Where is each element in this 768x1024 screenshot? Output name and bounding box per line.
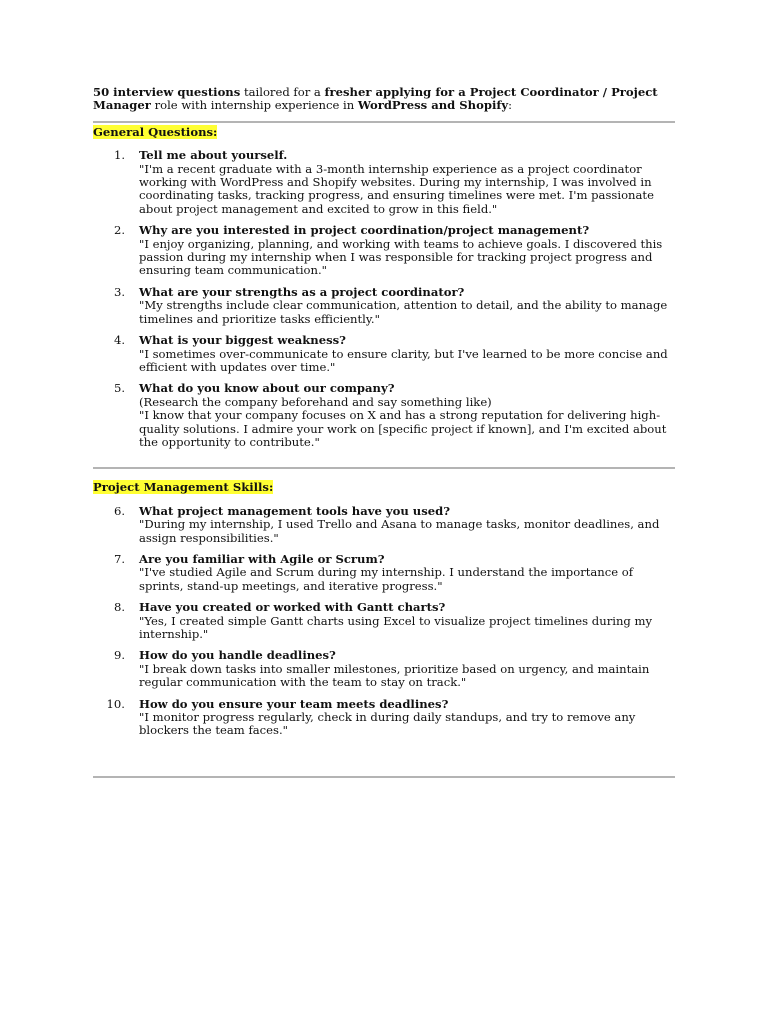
answer-text: "I've studied Agile and Scrum during my internship. I understand the importance of sprints, stand-up meetings, and iterative progress." (139, 565, 634, 593)
question-list (93, 149, 675, 449)
answer-text: "I sometimes over-communicate to ensure clarity, but I've learned to be more concise and efficient with updates over time." (139, 346, 668, 374)
question-number: 6. (113, 503, 125, 518)
question-text: How do you handle deadlines? (139, 648, 336, 663)
question-number: 7. (113, 551, 125, 566)
question-text: Are you familiar with Agile or Scrum? (139, 551, 385, 566)
section-title-highlight: General Questions: (93, 124, 218, 139)
section-title-highlight: Project Management Skills: (93, 480, 274, 495)
question-list (93, 505, 675, 738)
answer-text: "I'm a recent graduate with a 3-month internship experience as a project coordinator working with WordPress and Shopify websites. During my internship, I was involved in coordinating tasks, tracking progress, and ensuring timelines were met. I'm passionate about project management and excited to grow in this field." (139, 161, 654, 216)
question-item (93, 149, 675, 216)
answer-text: "I break down tasks into smaller milestones, prioritize based on urgency, and maintain regular communication with the team to stay on track." (139, 661, 650, 690)
divider-rule (93, 776, 675, 778)
question-text: What are your strengths as a project coordinator? (139, 284, 465, 299)
question-text: Tell me about yourself. (139, 148, 288, 163)
intro-bold-1: 50 interview questions (93, 85, 241, 99)
question-item (93, 286, 675, 326)
section-title (93, 126, 675, 139)
answer-text: "I know that your company focuses on X and has a strong reputation for delivering high-quality solutions. I admire your work on [specific project if known], and I'm excited about the opportunity to contribute." (139, 408, 667, 449)
question-number: 10. (106, 696, 125, 711)
question-number: 1. (113, 148, 125, 163)
divider-rule (93, 467, 675, 469)
question-number: 8. (113, 600, 125, 615)
answer-note: (Research the company beforehand and say something like) (139, 394, 492, 409)
question-item (93, 649, 675, 689)
question-text: How do you ensure your team meets deadlines? (139, 696, 449, 711)
intro-text-2: tailored for a (240, 85, 325, 99)
question-text: What project management tools have you used? (139, 503, 451, 518)
section-title (93, 481, 675, 494)
question-item (93, 382, 675, 449)
intro-text-4: role with internship experience in (150, 98, 358, 113)
question-item (93, 224, 675, 278)
document-page (93, 86, 675, 778)
divider-rule (93, 121, 675, 123)
intro-bold-5: WordPress and Shopify (357, 98, 509, 113)
question-item (93, 601, 675, 641)
section-general (93, 126, 675, 450)
answer-text: "I enjoy organizing, planning, and working with teams to achieve goals. I discovered this passion during my internship when I was responsible for tracking project progress and ensuring team communication." (139, 236, 663, 278)
question-item (93, 505, 675, 545)
question-number: 4. (113, 333, 125, 348)
question-text: Why are you interested in project coordination/project management? (139, 223, 590, 238)
answer-text: "During my internship, I used Trello and Asana to manage tasks, monitor deadlines, and assign responsibilities." (139, 517, 660, 545)
question-text: What is your biggest weakness? (139, 333, 346, 348)
answer-text: "My strengths include clear communication, attention to detail, and the ability to manage timelines and prioritize tasks efficiently." (139, 298, 668, 326)
question-item (93, 698, 675, 738)
question-item (93, 553, 675, 593)
question-text: Have you created or worked with Gantt charts? (139, 600, 446, 615)
answer-text: "I monitor progress regularly, check in during daily standups, and try to remove any blockers the team faces." (139, 710, 636, 738)
question-number: 5. (113, 381, 125, 396)
section-project-management (93, 481, 675, 738)
answer-text: "Yes, I created simple Gantt charts using Excel to visualize project timelines during my internship." (139, 613, 653, 641)
question-number: 9. (113, 648, 125, 663)
intro-bold-3: fresher applying for a Project Coordinator / Project Manager (93, 85, 658, 113)
question-number: 3. (113, 284, 125, 299)
intro-text-6: : (508, 98, 512, 113)
question-item (93, 334, 675, 374)
intro-paragraph (93, 86, 675, 113)
question-number: 2. (113, 223, 125, 238)
question-text: What do you know about our company? (139, 381, 395, 396)
